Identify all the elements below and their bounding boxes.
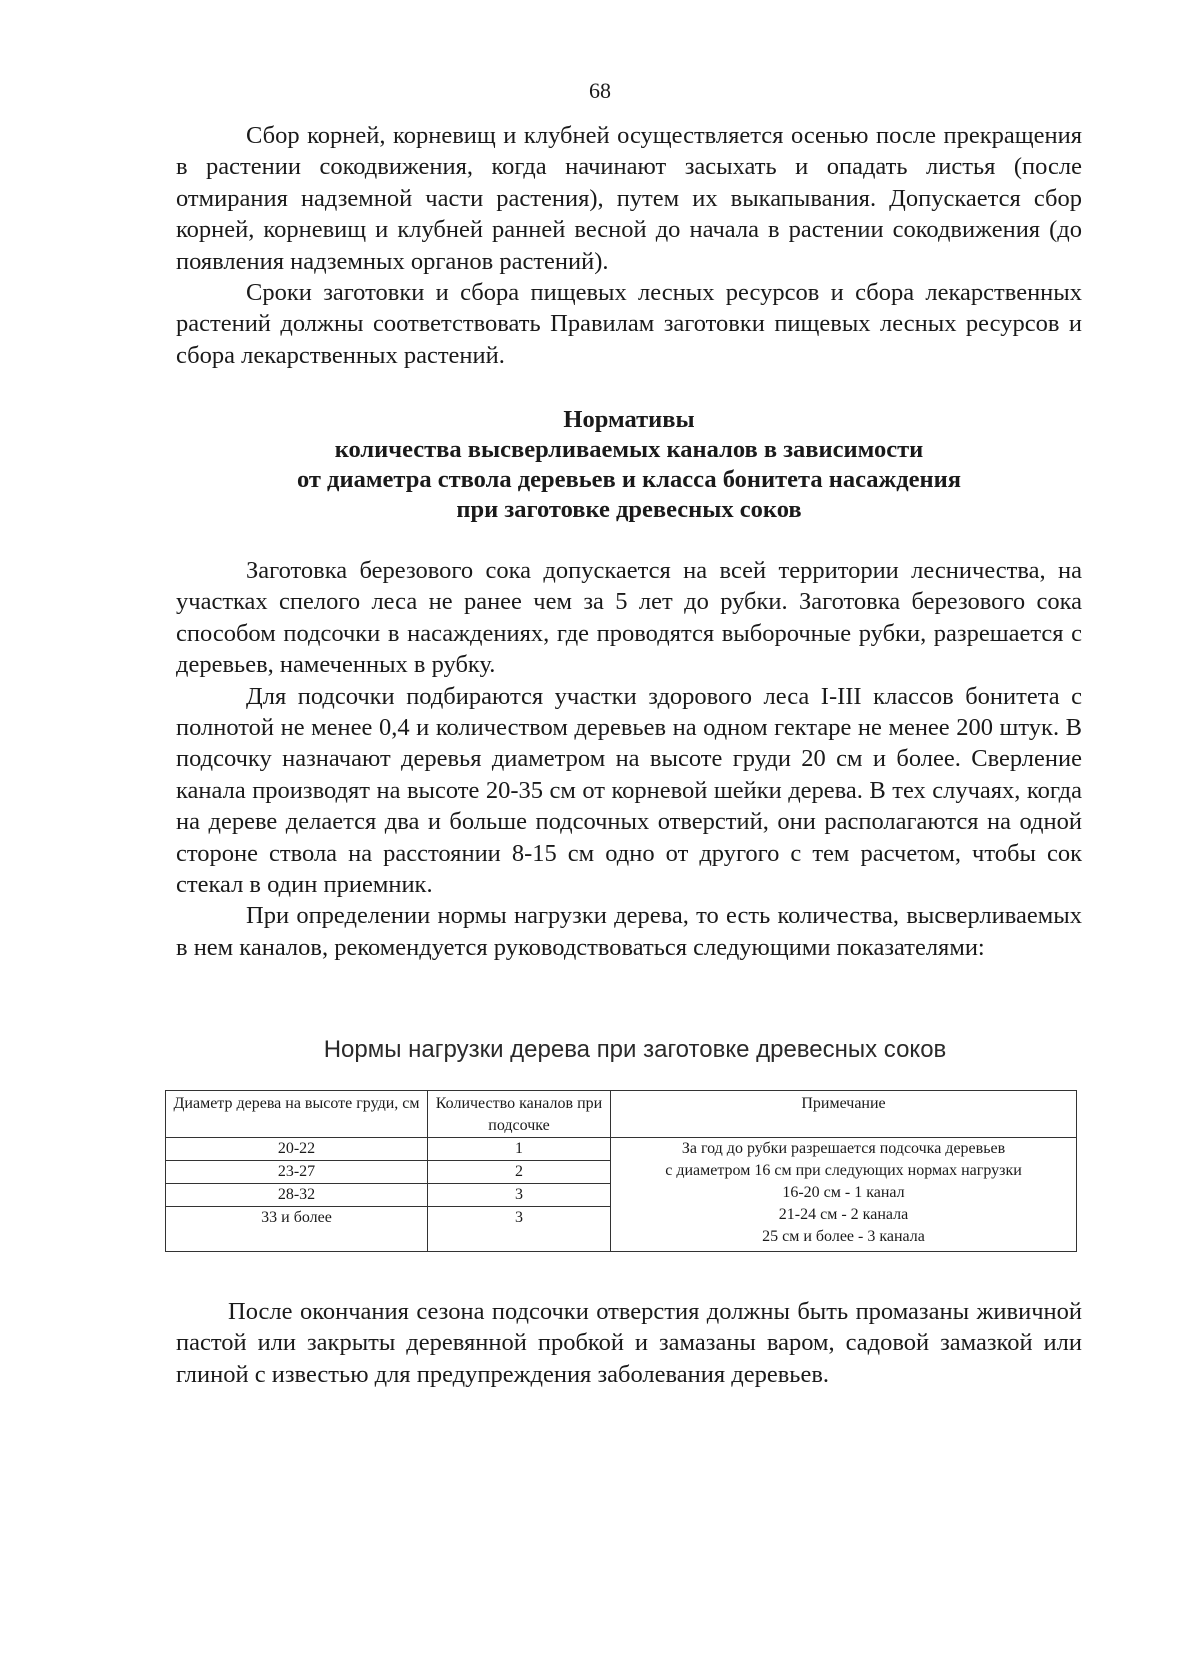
heading-line: количества высверливаемых каналов в зависимости xyxy=(334,436,924,463)
paragraph: Сроки заготовки и сбора пищевых лесных ресурсов и сбора лекарственных растений должны соответствовать Правилам заготовки пищевых лесных ресурсов и сбора лекарственных растений. xyxy=(176,279,1082,369)
paragraph: При определении нормы нагрузки дерева, то есть количества, высверливаемых в нем каналов, рекомендуется руководствоваться следующими показателями: xyxy=(176,902,1082,961)
channels-cell: 1 xyxy=(428,1138,611,1161)
body-text xyxy=(176,555,1082,963)
intro-text xyxy=(176,120,1082,371)
channels-cell: 2 xyxy=(428,1161,611,1184)
diameter-cell: 28-32 xyxy=(166,1184,428,1207)
heading-line: при заготовке древесных соков xyxy=(456,496,802,523)
column-header-channels: Количество каналов при подсочке xyxy=(428,1091,611,1138)
channels-cell: 3 xyxy=(428,1207,611,1252)
paragraph: Заготовка березового сока допускается на всей территории лесничества, на участках спелого леса не ранее чем за 5 лет до рубки. Заготовка березового сока способом подсочки в насаждениях, где проводятся выборочные рубки, разрешается с деревьев, намеченных в рубку. xyxy=(176,557,1082,679)
diameter-cell: 20-22 xyxy=(166,1138,428,1161)
heading-line: Нормативы xyxy=(563,406,695,433)
closing-text xyxy=(176,1296,1082,1390)
column-header-diameter: Диаметр дерева на высоте груди, см xyxy=(166,1091,428,1138)
paragraph: После окончания сезона подсочки отверстия должны быть промазаны живичной пастой или закрыты деревянной пробкой и замазаны варом, садовой замазкой или глиной с известью для предупреждения заболевания деревьев. xyxy=(176,1298,1082,1388)
table-caption: Нормы нагрузки дерева при заготовке древесных соков xyxy=(323,1036,947,1063)
heading-line: от диаметра ствола деревьев и класса бонитета насаждения xyxy=(296,466,962,493)
note-cell xyxy=(611,1138,1077,1252)
paragraph: Для подсочки подбираются участки здорового леса I-III классов бонитета с полнотой не менее 0,4 и количеством деревьев на одном гектаре не менее 200 штук. В подсочку назначают деревья диаметром на высоте груди 20 см и более. Сверление канала производят на высоте 20-35 см от корневой шейки дерева. В тех случаях, когда на дереве делается два и больше подсочных отверстий, они располагаются на одной стороне ствола на расстоянии 8-15 см одно от другого с тем расчетом, чтобы сок стекал в один приемник. xyxy=(176,682,1082,899)
note-line: 21-24 см - 2 канала xyxy=(778,1206,909,1223)
note-line: с диаметром 16 см при следующих нормах нагрузки xyxy=(665,1162,1022,1179)
note-line: 16-20 см - 1 канал xyxy=(782,1184,905,1201)
diameter-cell: 33 и более xyxy=(166,1207,428,1252)
channels-cell: 3 xyxy=(428,1184,611,1207)
norms-table xyxy=(165,1090,1077,1252)
table-header-row xyxy=(166,1091,1077,1138)
table-row xyxy=(166,1138,1077,1161)
page-number: 68 xyxy=(589,78,611,103)
column-header-note: Примечание xyxy=(611,1091,1077,1138)
section-heading xyxy=(176,405,1082,525)
diameter-cell: 23-27 xyxy=(166,1161,428,1184)
note-line: За год до рубки разрешается подсочка деревьев xyxy=(681,1140,1006,1157)
paragraph: Сбор корней, корневищ и клубней осуществляется осенью после прекращения в растении сокодвижения, когда начинают засыхать и опадать листья (после отмирания надземной части растения), путем их выкапывания. Допускается сбор корней, корневищ и клубней ранней весной до начала в растении сокодвижения (до появления надземных органов растений). xyxy=(176,122,1082,275)
note-line: 25 см и более - 3 канала xyxy=(762,1228,925,1245)
